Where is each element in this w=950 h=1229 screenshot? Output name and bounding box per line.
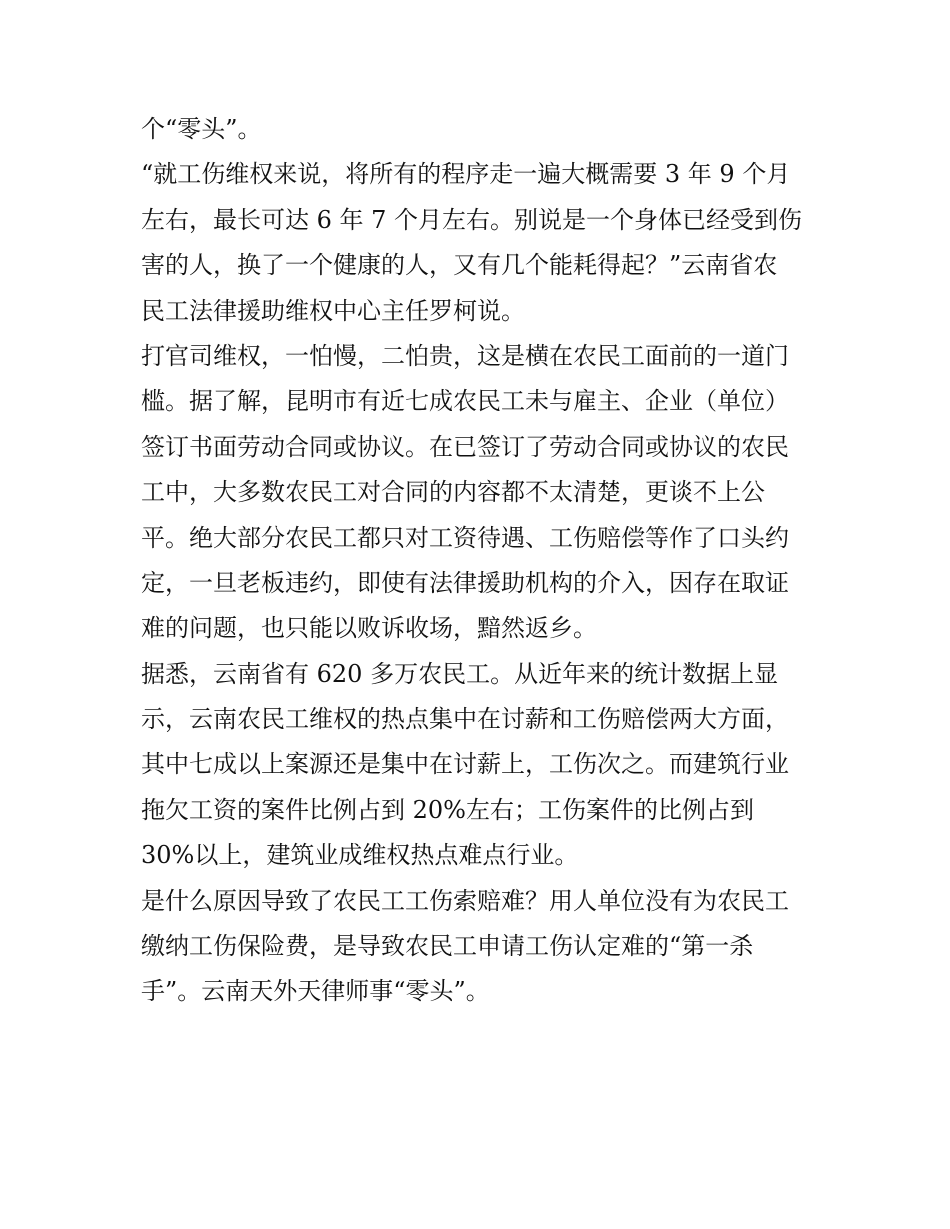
text-line: “就工伤维权来说，将所有的程序走一遍大概需要 3 年 9 个月 xyxy=(141,160,791,189)
text-line: 示，云南农民工维权的热点集中在讨薪和工伤赔偿两大方面， xyxy=(141,705,789,734)
text-line: 害的人，换了一个健康的人，又有几个能耗得起？”云南省农 xyxy=(141,251,778,280)
text-line: 定，一旦老板违约，即使有法律援助机构的介入，因存在取证 xyxy=(141,568,789,597)
text-line: 30%以上，建筑业成维权热点难点行业。 xyxy=(141,841,579,870)
text-line: 缴纳工伤保险费，是导致农民工申请工伤认定难的“第一杀 xyxy=(141,932,754,961)
text-line: 工中，大多数农民工对合同的内容都不太清楚，更谈不上公 xyxy=(141,478,765,507)
text-line: 签订书面劳动合同或协议。在已签订了劳动合同或协议的农民 xyxy=(141,432,789,461)
text-line: 打官司维权，一怕慢，二怕贵，这是横在农民工面前的一道门 xyxy=(141,341,789,370)
text-line: 民工法律援助维权中心主任罗柯说。 xyxy=(141,296,525,325)
text-line: 拖欠工资的案件比例占到 20%左右；工伤案件的比例占到 xyxy=(141,795,754,824)
text-line: 槛。据了解，昆明市有近七成农民工未与雇主、企业（单位） xyxy=(141,387,789,416)
document-body xyxy=(141,107,821,1015)
text-line: 平。绝大部分农民工都只对工资待遇、工伤赔偿等作了口头约 xyxy=(141,523,789,552)
text-line: 左右，最长可达 6 年 7 个月左右。别说是一个身体已经受到伤 xyxy=(141,205,803,234)
text-line: 手”。云南天外天律师事“零头”。 xyxy=(141,977,490,1006)
text-line: 其中七成以上案源还是集中在讨薪上，工伤次之。而建筑行业 xyxy=(141,750,789,779)
text-line: 是什么原因导致了农民工工伤索赔难？用人单位没有为农民工 xyxy=(141,886,789,915)
text-line: 难的问题，也只能以败诉收场，黯然返乡。 xyxy=(141,614,597,643)
text-line: 个“零头”。 xyxy=(141,115,262,143)
text-line: 据悉，云南省有 620 多万农民工。从近年来的统计数据上显 xyxy=(141,659,779,688)
